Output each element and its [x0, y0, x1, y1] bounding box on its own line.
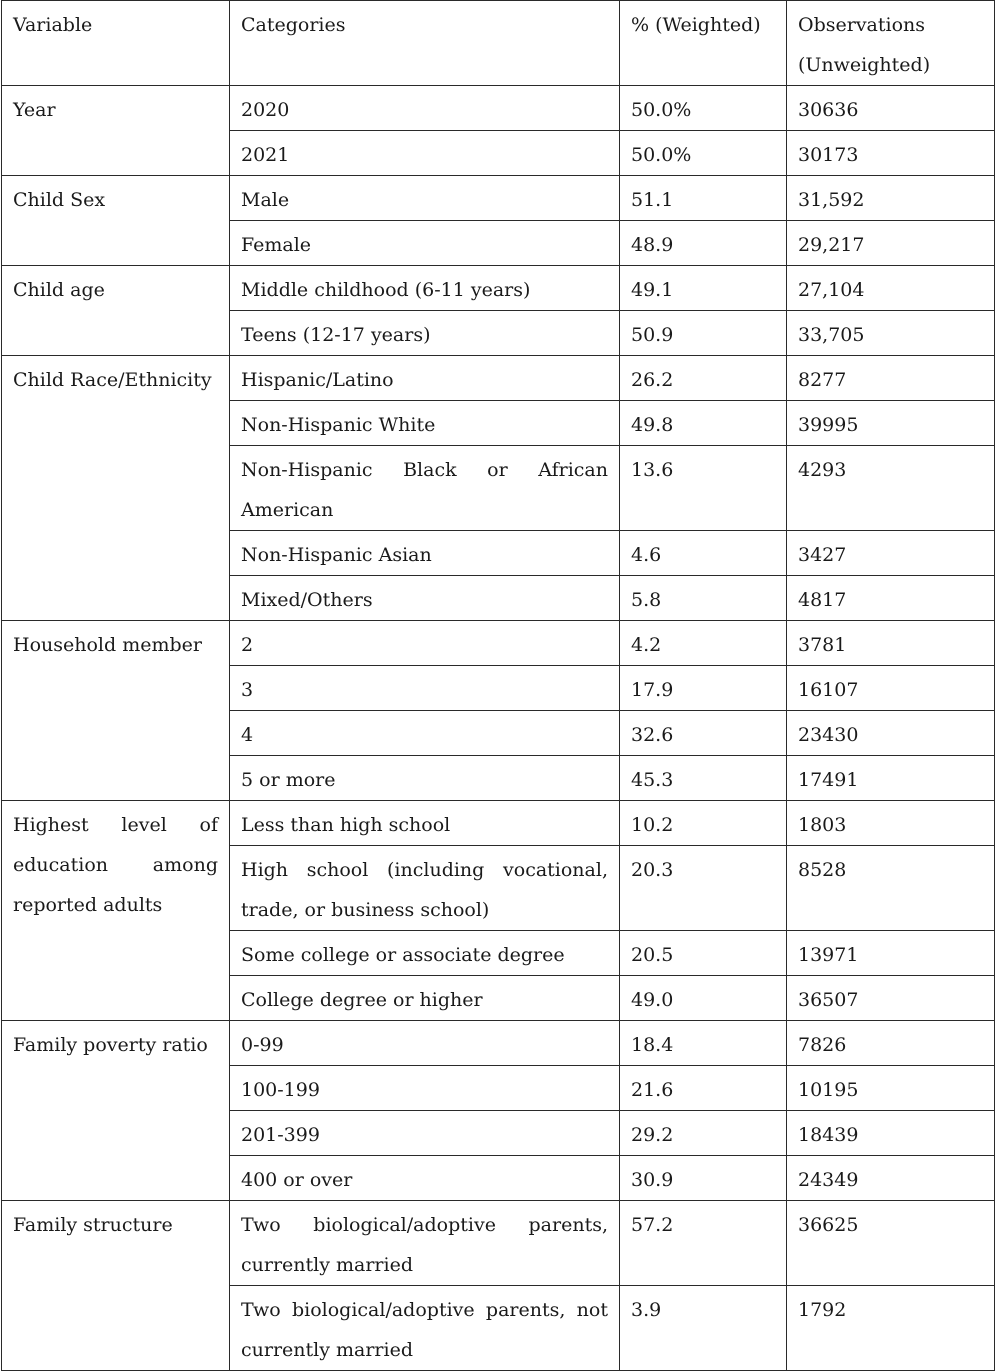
category-cell: Mixed/Others	[230, 576, 620, 621]
observations-cell: 1792	[787, 1286, 995, 1371]
table-row	[2, 801, 995, 846]
category-cell: Non-Hispanic Asian	[230, 531, 620, 576]
observations-cell: 8528	[787, 846, 995, 931]
category-cell: 3	[230, 666, 620, 711]
pct-weighted-cell: 17.9	[620, 666, 787, 711]
variable-cell: Child Sex	[2, 176, 230, 266]
variable-cell: Child age	[2, 266, 230, 356]
category-cell: 5 or more	[230, 756, 620, 801]
pct-weighted-cell: 49.8	[620, 401, 787, 446]
observations-cell: 13971	[787, 931, 995, 976]
observations-cell: 4293	[787, 446, 995, 531]
pct-weighted-cell: 32.6	[620, 711, 787, 756]
table-body	[2, 1, 995, 1371]
category-cell: 400 or over	[230, 1156, 620, 1201]
variable-cell: Household member	[2, 621, 230, 801]
category-cell: Middle childhood (6-11 years)	[230, 266, 620, 311]
observations-cell: 30173	[787, 131, 995, 176]
category-cell: Some college or associate degree	[230, 931, 620, 976]
observations-cell: 8277	[787, 356, 995, 401]
category-cell: Hispanic/Latino	[230, 356, 620, 401]
table-row	[2, 176, 995, 221]
observations-cell: 4817	[787, 576, 995, 621]
variable-cell: Child Race/Ethnicity	[2, 356, 230, 621]
observations-cell: 18439	[787, 1111, 995, 1156]
pct-weighted-cell: 48.9	[620, 221, 787, 266]
observations-cell: 7826	[787, 1021, 995, 1066]
observations-cell: 23430	[787, 711, 995, 756]
observations-cell: 36507	[787, 976, 995, 1021]
pct-weighted-cell: 57.2	[620, 1201, 787, 1286]
category-cell: Non-Hispanic Black or African American	[230, 446, 620, 531]
table-row	[2, 1201, 995, 1286]
pct-weighted-cell: 30.9	[620, 1156, 787, 1201]
pct-weighted-cell: 21.6	[620, 1066, 787, 1111]
pct-weighted-cell: 29.2	[620, 1111, 787, 1156]
table-row	[2, 356, 995, 401]
variable-cell: Year	[2, 86, 230, 176]
demographics-table	[1, 0, 995, 1371]
pct-weighted-cell: 50.9	[620, 311, 787, 356]
pct-weighted-cell: 4.6	[620, 531, 787, 576]
observations-cell: 10195	[787, 1066, 995, 1111]
observations-cell: 39995	[787, 401, 995, 446]
category-cell: 201-399	[230, 1111, 620, 1156]
variable-cell: Family poverty ratio	[2, 1021, 230, 1201]
pct-weighted-cell: 10.2	[620, 801, 787, 846]
pct-weighted-cell: 18.4	[620, 1021, 787, 1066]
category-cell: Female	[230, 221, 620, 266]
category-cell: Male	[230, 176, 620, 221]
observations-cell: 3427	[787, 531, 995, 576]
header-observations: Observations (Unweighted)	[787, 1, 995, 86]
pct-weighted-cell: 20.5	[620, 931, 787, 976]
pct-weighted-cell: 4.2	[620, 621, 787, 666]
header-variable: Variable	[2, 1, 230, 86]
category-cell: Non-Hispanic White	[230, 401, 620, 446]
header-pct-weighted: % (Weighted)	[620, 1, 787, 86]
category-cell: Teens (12-17 years)	[230, 311, 620, 356]
variable-cell: Highest level of education among reported adults	[2, 801, 230, 1021]
observations-cell: 17491	[787, 756, 995, 801]
observations-cell: 29,217	[787, 221, 995, 266]
pct-weighted-cell: 49.1	[620, 266, 787, 311]
pct-weighted-cell: 51.1	[620, 176, 787, 221]
observations-cell: 36625	[787, 1201, 995, 1286]
category-cell: 100-199	[230, 1066, 620, 1111]
category-cell: Two biological/adoptive parents, currently married	[230, 1201, 620, 1286]
table-row	[2, 86, 995, 131]
pct-weighted-cell: 13.6	[620, 446, 787, 531]
pct-weighted-cell: 5.8	[620, 576, 787, 621]
category-cell: Less than high school	[230, 801, 620, 846]
pct-weighted-cell: 45.3	[620, 756, 787, 801]
observations-cell: 16107	[787, 666, 995, 711]
observations-cell: 31,592	[787, 176, 995, 221]
observations-cell: 30636	[787, 86, 995, 131]
pct-weighted-cell: 50.0%	[620, 86, 787, 131]
category-cell: College degree or higher	[230, 976, 620, 1021]
category-cell: 2	[230, 621, 620, 666]
pct-weighted-cell: 26.2	[620, 356, 787, 401]
observations-cell: 1803	[787, 801, 995, 846]
table-row	[2, 266, 995, 311]
category-cell: 2020	[230, 86, 620, 131]
category-cell: 2021	[230, 131, 620, 176]
observations-cell: 33,705	[787, 311, 995, 356]
observations-cell: 3781	[787, 621, 995, 666]
header-categories: Categories	[230, 1, 620, 86]
table-row	[2, 621, 995, 666]
pct-weighted-cell: 49.0	[620, 976, 787, 1021]
category-cell: High school (including vocational, trade, or business school)	[230, 846, 620, 931]
category-cell: 0-99	[230, 1021, 620, 1066]
category-cell: 4	[230, 711, 620, 756]
category-cell: Two biological/adoptive parents, not currently married	[230, 1286, 620, 1371]
pct-weighted-cell: 20.3	[620, 846, 787, 931]
observations-cell: 24349	[787, 1156, 995, 1201]
observations-cell: 27,104	[787, 266, 995, 311]
pct-weighted-cell: 50.0%	[620, 131, 787, 176]
variable-cell: Family structure	[2, 1201, 230, 1371]
header-row	[2, 1, 995, 86]
table-row	[2, 1021, 995, 1066]
pct-weighted-cell: 3.9	[620, 1286, 787, 1371]
